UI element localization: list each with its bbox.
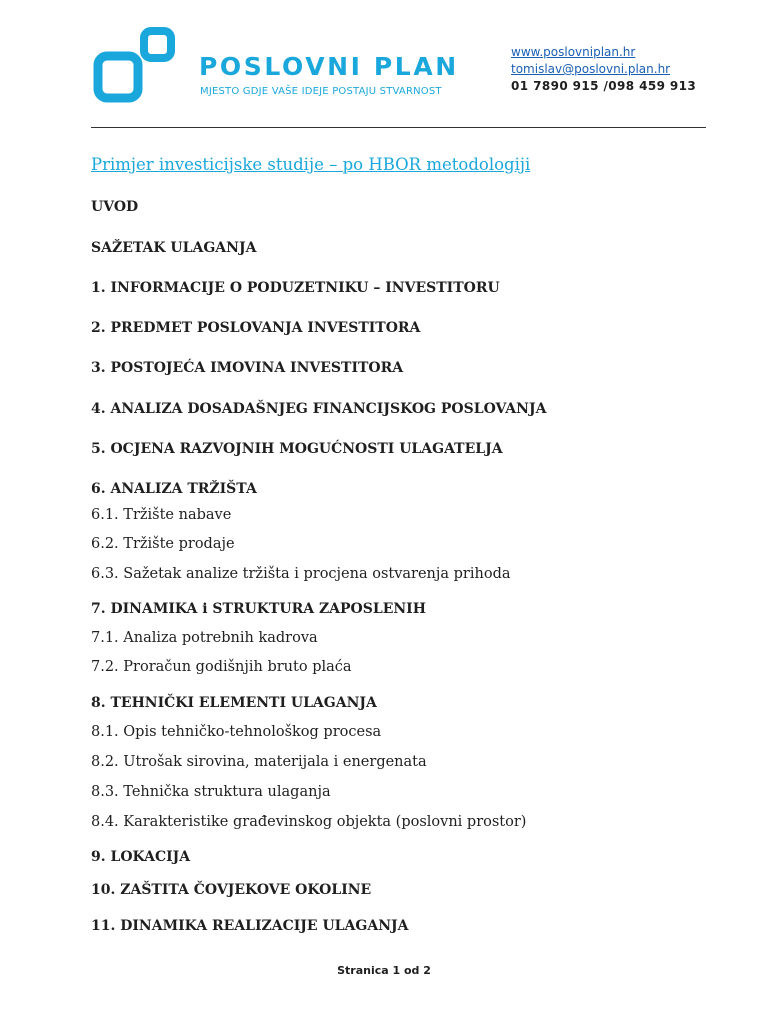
header-divider bbox=[91, 127, 706, 128]
email-link[interactable]: tomislav@poslovni.plan.hr bbox=[511, 62, 671, 76]
contact-block bbox=[511, 44, 696, 95]
logo-icon bbox=[93, 26, 177, 106]
toc-subitem: 8.1. Opis tehničko-tehnološkog procesa bbox=[91, 724, 382, 740]
toc-subitem: 8.2. Utrošak sirovina, materijala i energenata bbox=[91, 754, 427, 770]
toc-heading: 1. INFORMACIJE O PODUZETNIKU – INVESTITORU bbox=[91, 280, 500, 296]
toc-subitem: 6.1. Tržište nabave bbox=[91, 507, 232, 523]
toc-heading: 8. TEHNIČKI ELEMENTI ULAGANJA bbox=[91, 695, 377, 711]
phone-number: 01 7890 915 /098 459 913 bbox=[511, 79, 697, 93]
toc-subitem: 8.4. Karakteristike građevinskog objekta (poslovni prostor) bbox=[91, 814, 527, 830]
toc-subitem: 7.1. Analiza potrebnih kadrova bbox=[91, 630, 318, 646]
page-number-footer: Stranica 1 od 2 bbox=[337, 964, 431, 977]
toc-heading: UVOD bbox=[91, 199, 139, 215]
toc-subitem: 6.3. Sažetak analize tržišta i procjena ostvarenja prihoda bbox=[91, 566, 511, 582]
toc-heading: 9. LOKACIJA bbox=[91, 849, 191, 865]
toc-heading: 3. POSTOJEĆA IMOVINA INVESTITORA bbox=[91, 360, 404, 376]
toc-heading: 4. ANALIZA DOSADAŠNJEG FINANCIJSKOG POSLOVANJA bbox=[91, 401, 547, 417]
toc-heading: SAŽETAK ULAGANJA bbox=[91, 240, 257, 256]
toc-subitem: 7.2. Proračun godišnjih bruto plaća bbox=[91, 659, 352, 675]
document-title: Primjer investicijske studije – po HBOR metodologiji bbox=[91, 155, 531, 174]
toc-subitem: 8.3. Tehnička struktura ulaganja bbox=[91, 784, 331, 800]
toc-heading: 10. ZAŠTITA ČOVJEKOVE OKOLINE bbox=[91, 882, 372, 898]
toc-heading: 6. ANALIZA TRŽIŠTA bbox=[91, 481, 257, 497]
toc-heading: 5. OCJENA RAZVOJNIH MOGUĆNOSTI ULAGATELJA bbox=[91, 441, 503, 457]
toc-heading: 7. DINAMIKA i STRUKTURA ZAPOSLENIH bbox=[91, 601, 426, 617]
toc-heading: 11. DINAMIKA REALIZACIJE ULAGANJA bbox=[91, 918, 409, 934]
toc-heading: 2. PREDMET POSLOVANJA INVESTITORA bbox=[91, 320, 421, 336]
brand-tagline: MJESTO GDJE VAŠE IDEJE POSTAJU STVARNOST bbox=[200, 86, 442, 97]
brand-name: POSLOVNI PLAN bbox=[199, 52, 459, 81]
website-link[interactable]: www.poslovniplan.hr bbox=[511, 45, 636, 59]
toc-subitem: 6.2. Tržište prodaje bbox=[91, 536, 235, 552]
